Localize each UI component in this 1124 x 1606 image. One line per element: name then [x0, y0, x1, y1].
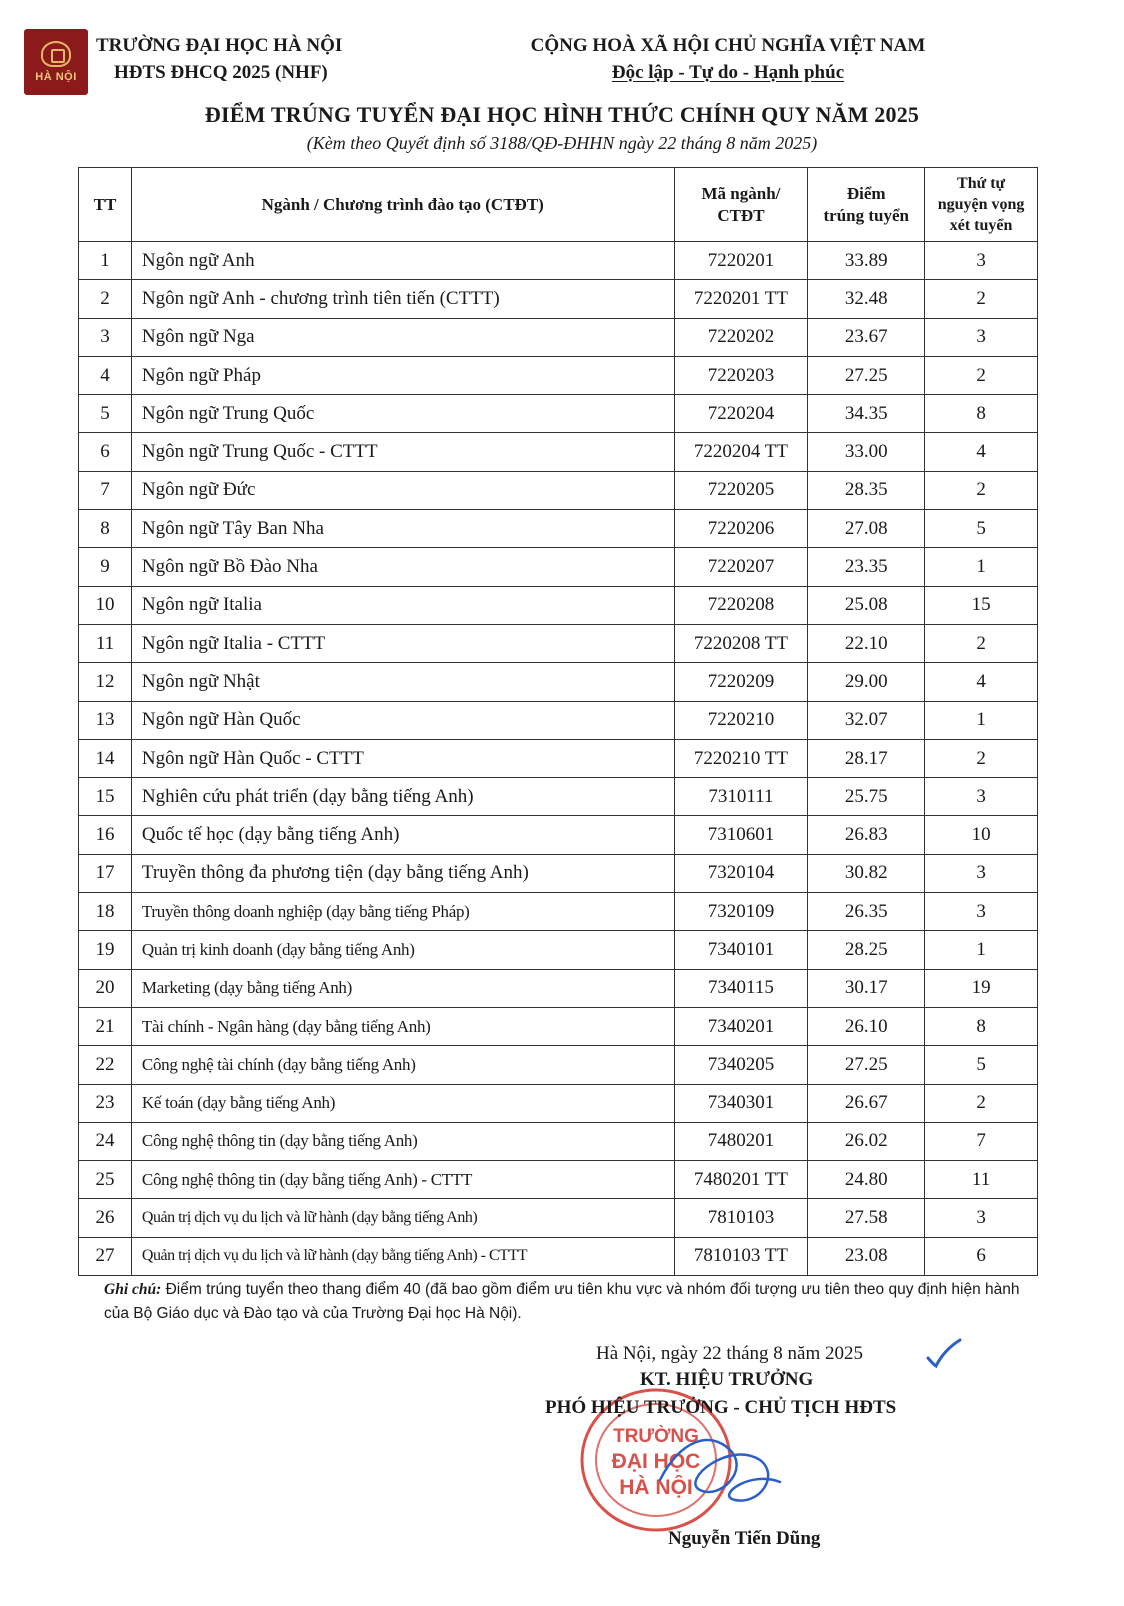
check-mark-icon	[924, 1336, 964, 1370]
cell-tt: 14	[79, 739, 132, 777]
cell-tt: 1	[79, 242, 132, 280]
admission-scores-table	[78, 167, 1038, 1276]
cell-program: Truyền thông đa phương tiện (dạy bằng tiếng Anh)	[131, 854, 674, 892]
cell-score: 29.00	[808, 663, 925, 701]
table-row	[79, 586, 1038, 624]
header-order-line1: Thứ tự	[957, 175, 1006, 192]
cell-score: 32.07	[808, 701, 925, 739]
cell-order: 3	[925, 778, 1038, 816]
cell-order: 2	[925, 356, 1038, 394]
header-score-line2: trúng tuyển	[823, 205, 909, 225]
cell-tt: 13	[79, 701, 132, 739]
cell-score: 23.67	[808, 318, 925, 356]
header-order	[925, 168, 1038, 242]
cell-tt: 27	[79, 1237, 132, 1275]
cell-order: 2	[925, 739, 1038, 777]
cell-score: 26.35	[808, 893, 925, 931]
cell-program: Ngôn ngữ Nhật	[131, 663, 674, 701]
cell-program: Nghiên cứu phát triển (dạy bằng tiếng Anh)	[131, 778, 674, 816]
cell-code: 7220204 TT	[674, 433, 808, 471]
cell-order: 1	[925, 931, 1038, 969]
cell-program: Quốc tế học (dạy bằng tiếng Anh)	[131, 816, 674, 854]
cell-tt: 7	[79, 471, 132, 509]
table-row	[79, 510, 1038, 548]
cell-code: 7320104	[674, 854, 808, 892]
cell-program: Ngôn ngữ Pháp	[131, 356, 674, 394]
national-header	[478, 32, 978, 86]
cell-tt: 6	[79, 433, 132, 471]
cell-program: Công nghệ thông tin (dạy bằng tiếng Anh) - CTTT	[131, 1161, 674, 1199]
handwritten-signature	[640, 1420, 800, 1520]
signatory-title: KT. HIỆU TRƯỞNG	[640, 1369, 814, 1390]
cell-tt: 19	[79, 931, 132, 969]
cell-program: Tài chính - Ngân hàng (dạy bằng tiếng Anh)	[131, 1007, 674, 1045]
cell-program: Ngôn ngữ Trung Quốc - CTTT	[131, 433, 674, 471]
place-date: Hà Nội, ngày 22 tháng 8 năm 2025	[596, 1343, 864, 1364]
cell-program: Truyền thông doanh nghiệp (dạy bằng tiếng Pháp)	[131, 893, 674, 931]
cell-score: 28.35	[808, 471, 925, 509]
cell-code: 7220210	[674, 701, 808, 739]
cell-order: 11	[925, 1161, 1038, 1199]
header-score	[808, 168, 925, 242]
header-tt: TT	[79, 168, 132, 242]
table-row	[79, 1237, 1038, 1275]
table-row	[79, 701, 1038, 739]
cell-program: Ngôn ngữ Trung Quốc	[131, 395, 674, 433]
cell-program: Ngôn ngữ Bồ Đào Nha	[131, 548, 674, 586]
cell-order: 2	[925, 1084, 1038, 1122]
header-code	[674, 168, 808, 242]
footnote-label: Ghi chú:	[104, 1281, 162, 1298]
cell-score: 30.17	[808, 969, 925, 1007]
table-row	[79, 471, 1038, 509]
country-name: CỘNG HOÀ XÃ HỘI CHỦ NGHĨA VIỆT NAM	[530, 35, 926, 56]
cell-tt: 11	[79, 624, 132, 662]
cell-code: 7320109	[674, 893, 808, 931]
cell-tt: 23	[79, 1084, 132, 1122]
school-name: TRƯỜNG ĐẠI HỌC HÀ NỘI	[96, 35, 343, 56]
table-row	[79, 931, 1038, 969]
cell-code: 7220208 TT	[674, 624, 808, 662]
header-code-line2: CTĐT	[717, 205, 765, 225]
cell-score: 27.58	[808, 1199, 925, 1237]
table-row	[79, 356, 1038, 394]
signatory-position: PHÓ HIỆU TRƯỞNG - CHỦ TỊCH HĐTS	[545, 1397, 897, 1418]
cell-tt: 10	[79, 586, 132, 624]
cell-program: Ngôn ngữ Italia - CTTT	[131, 624, 674, 662]
cell-tt: 20	[79, 969, 132, 1007]
cell-program: Ngôn ngữ Italia	[131, 586, 674, 624]
cell-code: 7220207	[674, 548, 808, 586]
table-row	[79, 969, 1038, 1007]
table-row	[79, 624, 1038, 662]
cell-code: 7340301	[674, 1084, 808, 1122]
cell-code: 7220202	[674, 318, 808, 356]
table-row	[79, 433, 1038, 471]
table-row	[79, 1199, 1038, 1237]
cell-code: 7220203	[674, 356, 808, 394]
cell-order: 8	[925, 1007, 1038, 1045]
table-row	[79, 663, 1038, 701]
logo-text: HÀ NỘI	[35, 71, 77, 83]
table-row	[79, 778, 1038, 816]
cell-code: 7340101	[674, 931, 808, 969]
cell-program: Quản trị dịch vụ du lịch và lữ hành (dạy bằng tiếng Anh)	[131, 1199, 674, 1237]
svg-text:ĐẠI HỌC: ĐẠI HỌC	[611, 1450, 701, 1473]
cell-order: 3	[925, 893, 1038, 931]
document-subtitle: (Kèm theo Quyết định số 3188/QĐ-ĐHHN ngày 22 tháng 8 năm 2025)	[306, 133, 818, 153]
cell-code: 7220205	[674, 471, 808, 509]
cell-tt: 9	[79, 548, 132, 586]
signer-name: Nguyễn Tiến Dũng	[668, 1528, 821, 1549]
cell-score: 28.17	[808, 739, 925, 777]
table-row	[79, 548, 1038, 586]
table-row	[79, 1007, 1038, 1045]
cell-tt: 22	[79, 1046, 132, 1084]
cell-tt: 2	[79, 280, 132, 318]
issuer-block	[96, 32, 342, 86]
cell-code: 7220206	[674, 510, 808, 548]
cell-score: 27.08	[808, 510, 925, 548]
cell-order: 5	[925, 1046, 1038, 1084]
cell-order: 15	[925, 586, 1038, 624]
cell-score: 26.67	[808, 1084, 925, 1122]
cell-program: Ngôn ngữ Đức	[131, 471, 674, 509]
cell-order: 1	[925, 548, 1038, 586]
cell-order: 2	[925, 624, 1038, 662]
table-row	[79, 280, 1038, 318]
cell-code: 7480201 TT	[674, 1161, 808, 1199]
cell-program: Ngôn ngữ Hàn Quốc	[131, 701, 674, 739]
cell-order: 4	[925, 433, 1038, 471]
cell-order: 3	[925, 318, 1038, 356]
footnote-text: Điểm trúng tuyển theo thang điểm 40 (đã bao gồm điểm ưu tiên khu vực và nhóm đối tượng ưu tiên theo quy định hiện hành của Bộ Giáo dục và Đào tạo và của Trường Đại học Hà Nội).	[104, 1281, 1020, 1322]
cell-program: Công nghệ thông tin (dạy bằng tiếng Anh)	[131, 1122, 674, 1160]
cell-tt: 5	[79, 395, 132, 433]
cell-code: 7340201	[674, 1007, 808, 1045]
cell-order: 8	[925, 395, 1038, 433]
table-row	[79, 395, 1038, 433]
cell-score: 26.02	[808, 1122, 925, 1160]
cell-tt: 4	[79, 356, 132, 394]
cell-program: Ngôn ngữ Anh	[131, 242, 674, 280]
cell-score: 22.10	[808, 624, 925, 662]
national-motto: Độc lập - Tự do - Hạnh phúc	[611, 62, 845, 83]
cell-program: Ngôn ngữ Anh - chương trình tiên tiến (CTTT)	[131, 280, 674, 318]
cell-tt: 21	[79, 1007, 132, 1045]
header-order-line3: xét tuyển	[949, 217, 1013, 234]
cell-score: 32.48	[808, 280, 925, 318]
cell-tt: 18	[79, 893, 132, 931]
cell-tt: 26	[79, 1199, 132, 1237]
table-header-row	[79, 168, 1038, 242]
cell-tt: 12	[79, 663, 132, 701]
cell-score: 33.89	[808, 242, 925, 280]
cell-program: Công nghệ tài chính (dạy bằng tiếng Anh)	[131, 1046, 674, 1084]
cell-score: 26.83	[808, 816, 925, 854]
cell-tt: 25	[79, 1161, 132, 1199]
table-row	[79, 854, 1038, 892]
cell-score: 25.08	[808, 586, 925, 624]
svg-text:TRƯỜNG: TRƯỜNG	[613, 1426, 699, 1447]
table-row	[79, 242, 1038, 280]
cell-tt: 3	[79, 318, 132, 356]
cell-order: 7	[925, 1122, 1038, 1160]
cell-code: 7220201	[674, 242, 808, 280]
cell-order: 10	[925, 816, 1038, 854]
cell-code: 7220204	[674, 395, 808, 433]
cell-order: 6	[925, 1237, 1038, 1275]
cell-code: 7220208	[674, 586, 808, 624]
cell-order: 3	[925, 1199, 1038, 1237]
cell-score: 23.08	[808, 1237, 925, 1275]
cell-code: 7810103 TT	[674, 1237, 808, 1275]
cell-code: 7220201 TT	[674, 280, 808, 318]
cell-order: 2	[925, 280, 1038, 318]
cell-program: Ngôn ngữ Nga	[131, 318, 674, 356]
cell-score: 24.80	[808, 1161, 925, 1199]
cell-program: Kế toán (dạy bằng tiếng Anh)	[131, 1084, 674, 1122]
document-title: ĐIỂM TRÚNG TUYỂN ĐẠI HỌC HÌNH THỨC CHÍNH QUY NĂM 2025	[204, 102, 920, 127]
cell-code: 7340205	[674, 1046, 808, 1084]
cell-code: 7310111	[674, 778, 808, 816]
admission-board: HĐTS ĐHCQ 2025 (NHF)	[114, 62, 328, 83]
cell-code: 7310601	[674, 816, 808, 854]
cell-tt: 8	[79, 510, 132, 548]
cell-order: 4	[925, 663, 1038, 701]
header-program: Ngành / Chương trình đào tạo (CTĐT)	[131, 168, 674, 242]
header-code-line1: Mã ngành/	[701, 183, 781, 203]
cell-tt: 15	[79, 778, 132, 816]
table-row	[79, 1084, 1038, 1122]
cell-program: Ngôn ngữ Tây Ban Nha	[131, 510, 674, 548]
header-score-line1: Điểm	[846, 183, 886, 203]
cell-order: 5	[925, 510, 1038, 548]
footnote	[104, 1278, 1044, 1326]
emblem-icon	[41, 41, 71, 67]
table-row	[79, 1046, 1038, 1084]
table-row	[79, 816, 1038, 854]
cell-score: 27.25	[808, 356, 925, 394]
cell-program: Ngôn ngữ Hàn Quốc - CTTT	[131, 739, 674, 777]
cell-score: 33.00	[808, 433, 925, 471]
cell-program: Quản trị kinh doanh (dạy bằng tiếng Anh)	[131, 931, 674, 969]
svg-text:HÀ NỘI: HÀ NỘI	[619, 1476, 693, 1499]
university-logo	[24, 29, 88, 95]
cell-code: 7480201	[674, 1122, 808, 1160]
cell-order: 1	[925, 701, 1038, 739]
table-row	[79, 1122, 1038, 1160]
table-row	[79, 1161, 1038, 1199]
cell-order: 3	[925, 854, 1038, 892]
cell-score: 23.35	[808, 548, 925, 586]
cell-order: 3	[925, 242, 1038, 280]
cell-tt: 24	[79, 1122, 132, 1160]
cell-code: 7810103	[674, 1199, 808, 1237]
table-row	[79, 739, 1038, 777]
cell-score: 26.10	[808, 1007, 925, 1045]
cell-program: Quản trị dịch vụ du lịch và lữ hành (dạy bằng tiếng Anh) - CTTT	[131, 1237, 674, 1275]
cell-score: 25.75	[808, 778, 925, 816]
cell-code: 7340115	[674, 969, 808, 1007]
cell-order: 19	[925, 969, 1038, 1007]
cell-score: 27.25	[808, 1046, 925, 1084]
cell-score: 34.35	[808, 395, 925, 433]
cell-code: 7220209	[674, 663, 808, 701]
cell-score: 28.25	[808, 931, 925, 969]
cell-order: 2	[925, 471, 1038, 509]
header-order-line2: nguyện vọng	[937, 196, 1025, 213]
cell-program: Marketing (dạy bằng tiếng Anh)	[131, 969, 674, 1007]
table-row	[79, 893, 1038, 931]
cell-code: 7220210 TT	[674, 739, 808, 777]
cell-score: 30.82	[808, 854, 925, 892]
cell-tt: 16	[79, 816, 132, 854]
table-row	[79, 318, 1038, 356]
cell-tt: 17	[79, 854, 132, 892]
